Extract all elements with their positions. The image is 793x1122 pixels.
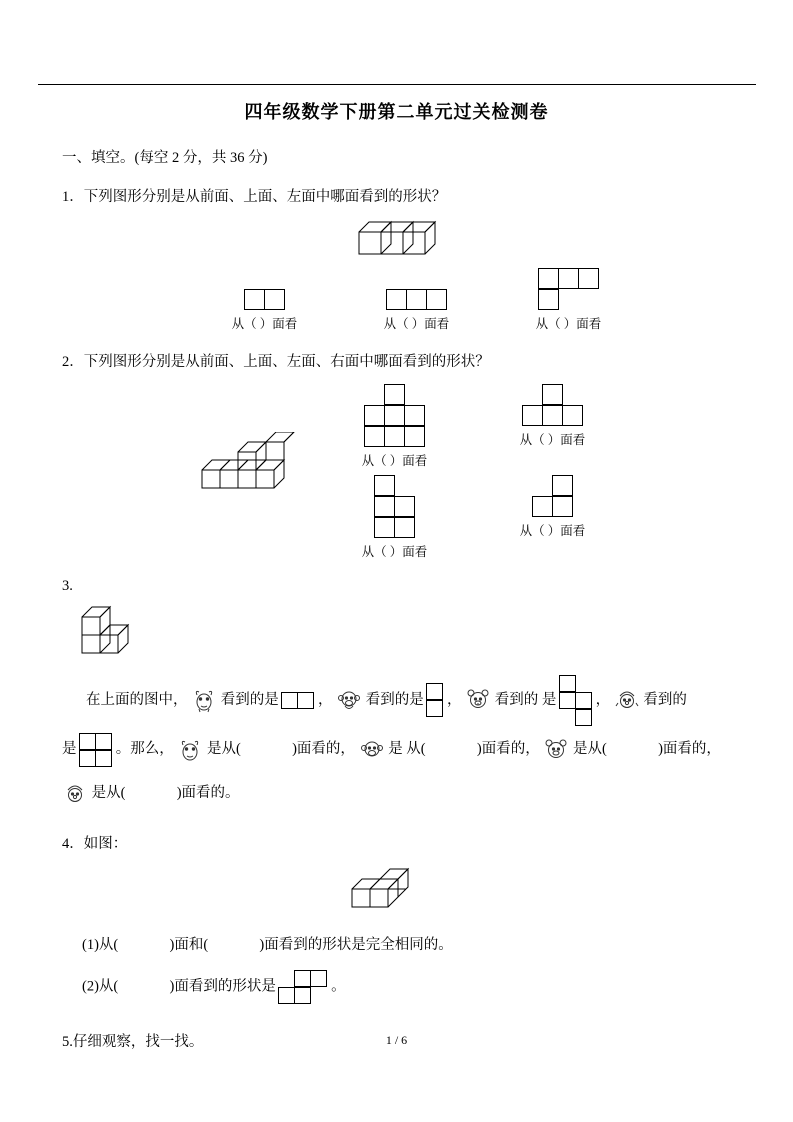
sticker-bear-icon-2 (543, 737, 569, 763)
shape-q2-c (375, 475, 415, 538)
question-3-line-3 (62, 772, 731, 814)
shape-q2-b (523, 384, 583, 426)
shape-q2-d (533, 475, 573, 517)
q3-text-q: 是从( (91, 784, 126, 801)
sticker-monkey-icon-2 (359, 737, 385, 763)
question-3 (62, 574, 731, 599)
question-2 (62, 350, 731, 375)
q4-text-f: 。 (331, 977, 346, 994)
q3-text-e: ， (447, 691, 462, 708)
q3-text-b: 看到的是 (220, 691, 279, 708)
q3-text-p: )面看的， (658, 740, 721, 757)
q3-text-f: 看到的 是 (494, 691, 557, 708)
question-4-sub-2 (62, 970, 731, 1004)
question-2-caption-2: 从（ ）面看 (519, 433, 586, 448)
shape-q4-answer (279, 970, 327, 1004)
q4-text-b: )面和( (169, 936, 209, 953)
shape-l-3-1 (539, 268, 599, 310)
q3-text-o: 是从( (573, 740, 607, 757)
question-5-text: 仔细观察，找一找。 (72, 1033, 204, 1050)
question-1-shape-2 (362, 289, 472, 310)
isometric-solid-q4 (342, 867, 452, 917)
question-1-number: 1． (62, 189, 84, 205)
q4-text-a: (1)从( (82, 936, 119, 953)
question-2-shape-1 (340, 384, 450, 469)
question-1-text: 下列图形分别是从前面、上面、左面中哪面看到的形状？ (83, 189, 447, 205)
question-2-caption-1: 从（ ）面看 (361, 454, 428, 469)
sticker-cow-icon (191, 687, 217, 713)
q3-text-m: 是 从( (388, 740, 426, 757)
question-1-figure (62, 216, 731, 332)
q3-text-c: ， (318, 691, 333, 708)
sticker-monkey-icon (336, 687, 362, 713)
question-1-shape-1 (210, 289, 320, 310)
q4-text-e: )面看到的形状是 (169, 977, 276, 994)
q3-text-h: 看到的 (643, 691, 687, 708)
question-1-caption-1: 从（ ）面看 (231, 316, 298, 331)
question-3-number: 3. (62, 578, 73, 595)
shape-q3-c (560, 675, 592, 726)
sticker-clown-icon-2 (62, 781, 88, 807)
question-2-shape-3 (340, 475, 450, 560)
question-4-sub-1 (62, 933, 731, 954)
question-4-text: 如图： (83, 836, 128, 853)
q3-text-k: 是从( (207, 740, 241, 757)
question-2-caption-3: 从（ ）面看 (361, 545, 428, 560)
shape-q2-a (365, 384, 425, 447)
question-4 (62, 832, 731, 857)
shape-2x1 (245, 289, 285, 310)
q4-text-c: )面看到的形状是完全相同的。 (259, 936, 453, 953)
question-4-figure (62, 867, 731, 917)
question-2-shape-2 (498, 384, 608, 469)
q3-text-r: )面看的。 (176, 784, 240, 801)
sticker-cow-icon-2 (177, 737, 203, 763)
q3-text-g: ， (595, 691, 611, 708)
q3-text-n: )面看的， (476, 740, 540, 757)
shape-q3-b (427, 683, 443, 717)
question-1-shape-3 (514, 268, 624, 310)
isometric-solid-q3 (72, 603, 152, 673)
shape-q3-d (80, 733, 112, 767)
question-1-solid (62, 216, 731, 262)
question-4-number: 4． (62, 836, 84, 853)
shape-q3-a (282, 692, 314, 709)
question-2-shape-4 (498, 475, 608, 560)
sticker-bear-icon (465, 687, 491, 713)
question-1-caption-3: 从（ ）面看 (535, 316, 602, 331)
q3-text-a: 在上面的图中， (86, 691, 188, 708)
page-footer: 1 / 6 (385, 1033, 408, 1047)
question-1-caption-2: 从（ ）面看 (383, 316, 450, 331)
question-2-text: 下列图形分别是从前面、上面、左面、右面中哪面看到的形状？ (83, 353, 490, 370)
page-title: 四年级数学下册第二单元过关检测卷 (244, 102, 549, 122)
question-3-figure (72, 603, 731, 673)
header-rule (38, 84, 756, 85)
question-2-figure (62, 384, 731, 560)
question-5-number: 5. (62, 1033, 73, 1050)
q4-text-d: (2)从( (82, 977, 119, 994)
question-2-solid (186, 432, 316, 512)
sticker-clown-icon (614, 687, 640, 713)
question-3-line-2 (62, 728, 731, 770)
question-2-number: 2． (62, 353, 84, 370)
question-1 (62, 185, 731, 210)
isometric-solid-q1 (337, 216, 457, 262)
q3-text-l: )面看的， (292, 740, 355, 757)
question-2-caption-4: 从（ ）面看 (519, 524, 586, 539)
shape-3x1 (387, 289, 447, 310)
question-3-line-1 (62, 675, 731, 726)
q3-text-i: 是 (62, 740, 77, 757)
q3-text-d: 看到的是 (365, 691, 424, 708)
q3-text-j: 。那么， (115, 740, 174, 757)
section-heading: 一、填空。(每空 2 分，共 36 分) (62, 150, 268, 166)
isometric-solid-q2 (186, 432, 316, 512)
